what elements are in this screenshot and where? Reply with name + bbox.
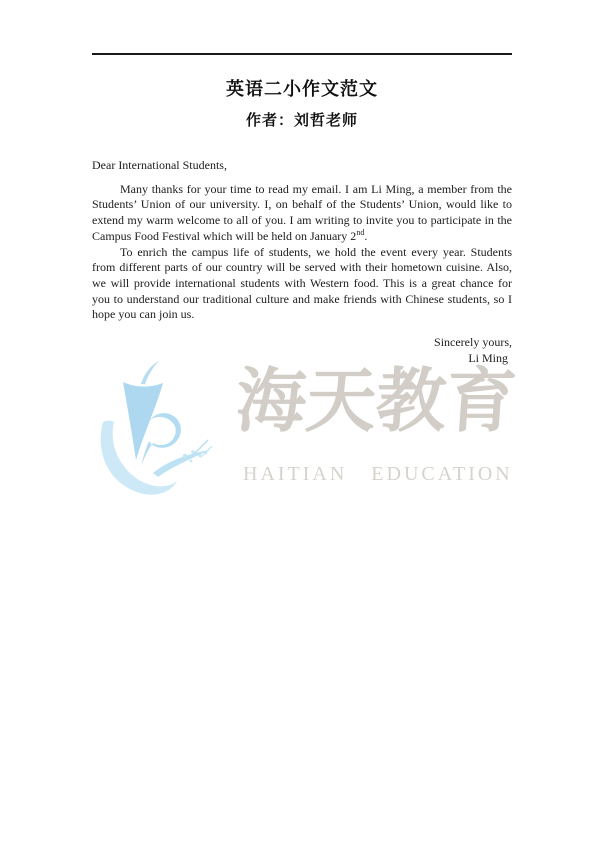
letter-closing: Sincerely yours, [434, 335, 512, 350]
author-line: 作者：刘哲老师 [245, 112, 358, 129]
header-rule [92, 53, 512, 55]
letter-signer: Li Ming [468, 350, 508, 365]
haitian-education-logo-icon [98, 360, 238, 510]
watermark-english-name: HAITIAN EDUCATION [243, 463, 513, 485]
letter-salutation: Dear International Students, [92, 158, 227, 172]
letter-paragraph-2: To enrich the campus life of students, we hold the event every year. Students from different parts of our country will be served with their hometown cuisine. Also, we will provide international students with Western food. This is a great chance for you to understand our traditional culture and make friends with Chinese students, so I hope you can join us. [92, 244, 512, 322]
paragraph-1-text: Many thanks for your time to read my email. I am Li Ming, a member from the Students’ Union of our university. I, on behalf of the Students’ Union, would like to extend my warm welcome to all of you. I am writing to invite you to participate in the Campus Food Festival which will be held on January 2 [92, 181, 512, 243]
letter-body [92, 158, 512, 366]
signature-block [92, 335, 512, 366]
page-title: 英语二小作文范文 [226, 79, 378, 99]
watermark-chinese-name: 海天教育 [233, 364, 519, 441]
watermark [0, 355, 600, 515]
ordinal-superscript: nd [356, 227, 365, 237]
paragraph-1-period: . [364, 228, 368, 243]
letter-paragraph-1 [92, 182, 512, 245]
